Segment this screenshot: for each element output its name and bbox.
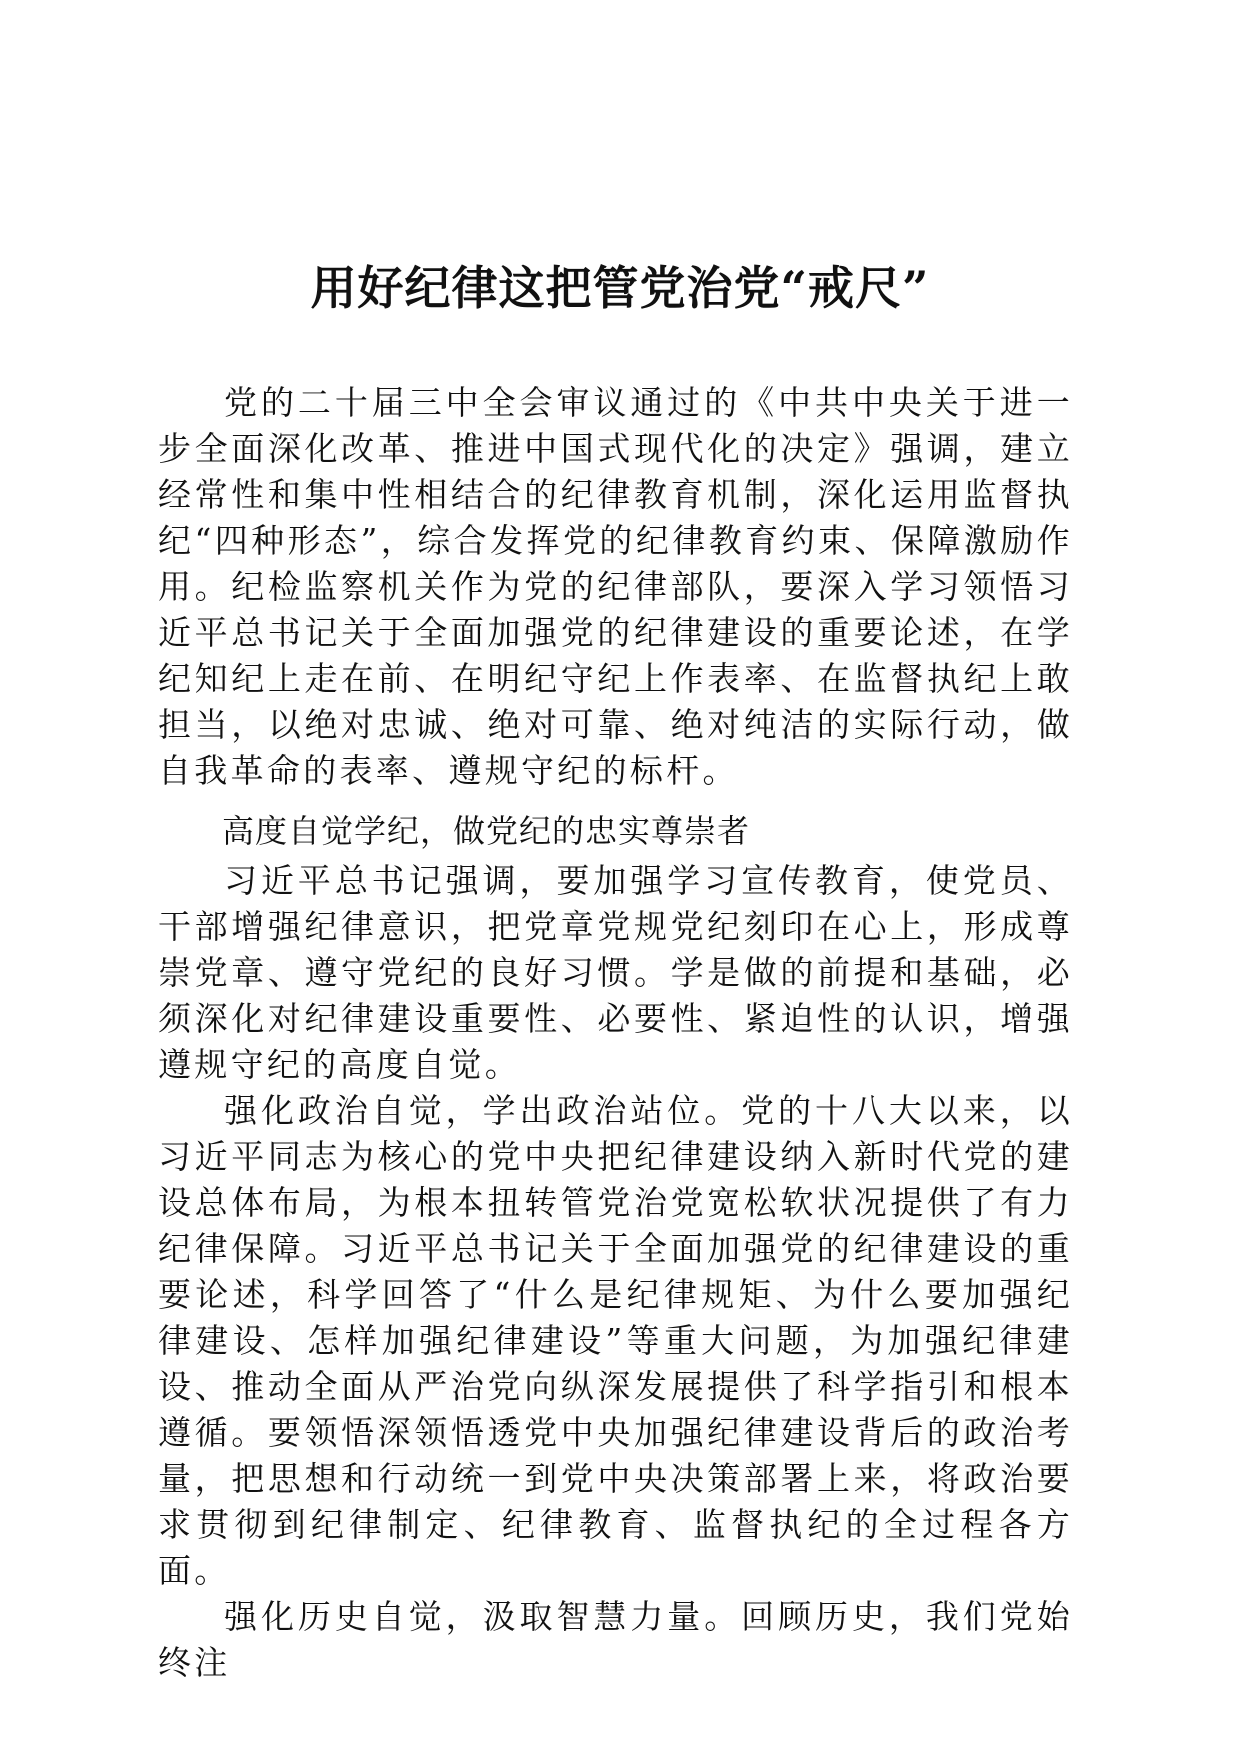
section-heading: 高度自觉学纪，做党纪的忠实尊崇者 [222, 812, 751, 850]
body-paragraph: 强化历史自觉，汲取智慧力量。回顾历史，我们党始终注 [158, 1597, 1073, 1682]
body-paragraph: 强化政治自觉，学出政治站位。党的十八大以来，以习近平同志为核心的党中央把纪律建设纳入新时代党的建设总体布局，为根本扭转管党治党宽松软状况提供了有力纪律保障。习近平总书记关于全面加强党的纪律建设的重要论述，科学回答了“什么是纪律规矩、为什么要加强纪律建设、怎样加强纪律建设”等重大问题，为加强纪律建设、推动全面从严治党向纵深发展提供了科学指引和根本遵循。要领悟深领悟透党中央加强纪律建设背后的政治考量，把思想和行动统一到党中央决策部署上来，将政治要求贯彻到纪律制定、纪律教育、监督执纪的全过程各方面。 [158, 1091, 1073, 1590]
body-paragraph: 习近平总书记强调，要加强学习宣传教育，使党员、干部增强纪律意识，把党章党规党纪刻印在心上，形成尊崇党章、遵守党纪的良好习惯。学是做的前提和基础，必须深化对纪律建设重要性、必要性、紧迫性的认识，增强遵规守纪的高度自觉。 [158, 861, 1073, 1084]
intro-paragraph: 党的二十届三中全会审议通过的《中共中央关于进一步全面深化改革、推进中国式现代化的决定》强调，建立经常性和集中性相结合的纪律教育机制，深化运用监督执纪“四种形态”，综合发挥党的纪律教育约束、保障激励作用。纪检监察机关作为党的纪律部队，要深入学习领悟习近平总书记关于全面加强党的纪律建设的重要论述，在学纪知纪上走在前、在明纪守纪上作表率、在监督执纪上敢担当，以绝对忠诚、绝对可靠、绝对纯洁的实际行动，做自我革命的表率、遵规守纪的标杆。 [158, 383, 1073, 790]
document-body [158, 380, 1073, 1686]
document-title: 用好纪律这把管党治党“戒尺” [310, 261, 930, 315]
